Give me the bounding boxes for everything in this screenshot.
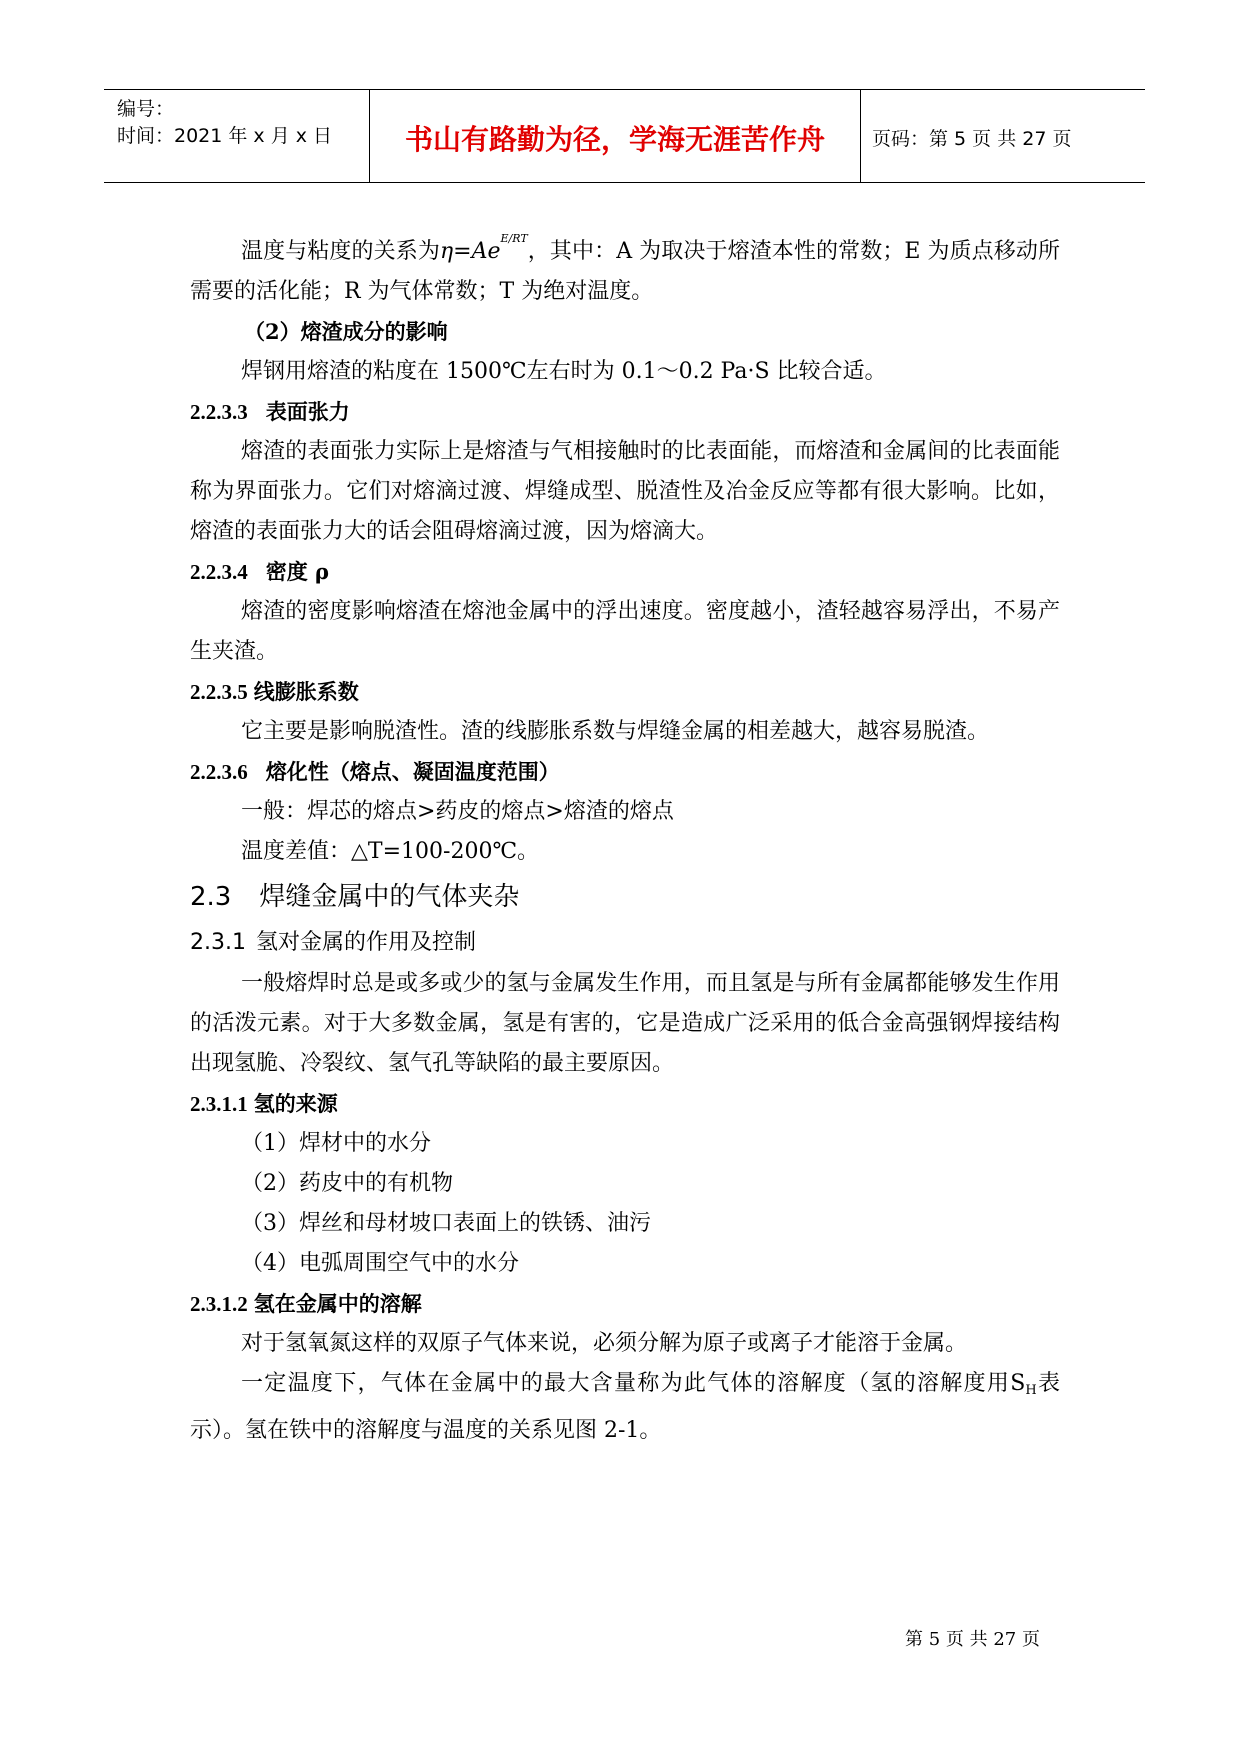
header-number-label: 编号： — [117, 98, 175, 120]
page-content — [190, 232, 1060, 1451]
heading-2-3-1-2: 2.3.1.2 氢在金属中的溶解 — [190, 1291, 422, 1316]
paragraph-diatomic-gas: 对于氢氧氮这样的双原子气体来说，必须分解为原子或离子才能溶于金属。 — [241, 1331, 968, 1356]
paragraph-surface-tension: 熔渣的表面张力实际上是熔渣与气相接触时的比表面能，而熔渣和金属间的比表面能称为界面张力。它们对熔滴过渡、焊缝成型、脱渣性及冶金反应等都有很大影响。比如，熔渣的表面张力大的话会阻碍熔滴过渡，因为熔滴大。 — [190, 439, 1060, 544]
paragraph-viscosity-formula: 温度与粘度的关系为$\eta=Ae^{E/RT}$，其中：A 为取决于熔渣本性的常数；E 为质点移动所需要的活化能；R 为气体常数；T 为绝对温度。 — [190, 231, 1060, 304]
list-item: （4）电弧周围空气中的水分 — [241, 1251, 519, 1276]
header-top-rule — [104, 89, 1145, 90]
header-page-label: 页码：第 5 页 共 27 页 — [872, 128, 1072, 150]
heading-2-2-3-6: 2.2.3.6 熔化性（熔点、凝固温度范围） — [190, 759, 560, 784]
header-bottom-rule — [104, 182, 1145, 183]
list-item: （2）药皮中的有机物 — [241, 1171, 453, 1196]
heading-2-3-1-1: 2.3.1.1 氢的来源 — [190, 1091, 338, 1116]
paragraph-solubility: 一定温度下，气体在金属中的最大含量称为此气体的溶解度（氢的溶解度用SH表示）。氢在铁中的溶解度与温度的关系见图 2-1。 — [190, 1371, 1060, 1443]
paragraph-expansion: 它主要是影响脱渣性。渣的线膨胀系数与焊缝金属的相差越大，越容易脱渣。 — [241, 719, 990, 744]
paragraph-viscosity-value: 焊钢用熔渣的粘度在 1500℃左右时为 0.1～0.2 Pa·S 比较合适。 — [241, 359, 887, 384]
header-divider-right — [860, 90, 861, 182]
paragraph-hydrogen-effect: 一般熔焊时总是或多或少的氢与金属发生作用，而且氢是与所有金属都能够发生作用的活泼元素。对于大多数金属，氢是有害的，它是造成广泛采用的低合金高强钢焊接结构出现氢脆、冷裂纹、氢气孔等缺陷的最主要原因。 — [190, 971, 1060, 1076]
viscosity-formula: $\eta=Ae^{E/RT}$ — [439, 231, 528, 264]
heading-2-3: 2.3 焊缝金属中的气体夹杂 — [190, 882, 520, 912]
heading-2-3-1: 2.3.1 氢对金属的作用及控制 — [190, 930, 476, 955]
heading-2-2-3-3: 2.2.3.3 表面张力 — [190, 399, 350, 424]
heading-2-2-3-5: 2.2.3.5 线膨胀系数 — [190, 679, 359, 704]
header-divider-left — [369, 90, 370, 182]
header-motto: 书山有路勤为径，学海无涯苦作舟 — [404, 123, 825, 156]
heading-2-2-3-4: 2.2.3.4 密度 ρ — [190, 559, 330, 584]
heading-slag-composition: （2）熔渣成分的影响 — [244, 319, 448, 344]
header-time-label: 时间：2021 年 x 月 x 日 — [117, 125, 333, 147]
page-footer: 第 5 页 共 27 页 — [905, 1629, 1040, 1650]
list-item: （1）焊材中的水分 — [241, 1131, 431, 1156]
list-item: （3）焊丝和母材坡口表面上的铁锈、油污 — [241, 1211, 651, 1236]
paragraph-density: 熔渣的密度影响熔渣在熔池金属中的浮出速度。密度越小，渣轻越容易浮出，不易产生夹渣。 — [190, 599, 1060, 664]
paragraph-melting-order: 一般：焊芯的熔点>药皮的熔点>熔渣的熔点 — [241, 799, 674, 824]
paragraph-temperature-diff: 温度差值：△T=100-200℃。 — [241, 839, 540, 864]
